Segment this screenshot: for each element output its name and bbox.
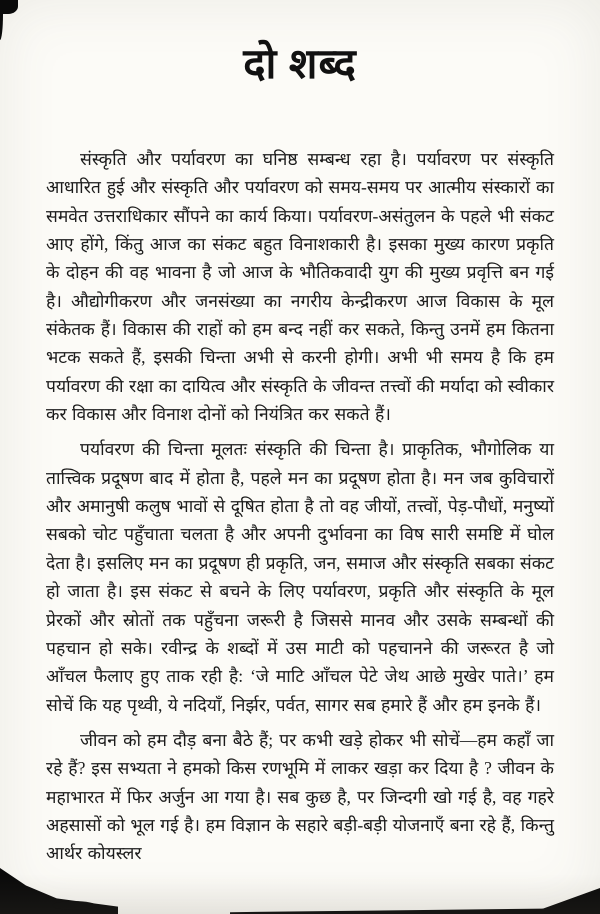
page-body bbox=[46, 145, 554, 868]
scan-artifact-bottom-smudge bbox=[52, 901, 96, 910]
scan-artifact-top-left bbox=[0, 0, 18, 14]
paragraph-1: संस्कृति और पर्यावरण का घनिष्ठ सम्बन्ध रहा है। पर्यावरण पर संस्कृति आधारित हुई और संस्कृति और पर्यावरण को समय-समय पर आत्मीय संस्कारों का समवेत उत्तराधिकार सौंपने का कार्य किया। पर्यावरण-असंतुलन के पहले भी संकट आए होंगे, किंतु आज का संकट बहुत विनाशकारी है। इसका मुख्य कारण प्रकृति के दोहन की वह भावना है जो आज के भौतिकवादी युग की मुख्य प्रवृत्ति बन गई है। औद्योगीकरण और जनसंख्या का नगरीय केन्द्रीकरण आज विकास के मूल संकेतक हैं। विकास की राहों को हम बन्द नहीं कर सकते, किन्तु उनमें हम कितना भटक सकते हैं, इसकी चिन्ता अभी से करनी होगी। अभी भी समय है कि हम पर्यावरण की रक्षा का दायित्व और संस्कृति के जीवन्त तत्त्वों की मर्यादा को स्वीकार कर विकास और विनाश दोनों को नियंत्रित कर सकते हैं। bbox=[46, 149, 554, 425]
scan-artifact-left-edge bbox=[0, 14, 3, 40]
page-title: दो शब्द bbox=[243, 42, 357, 88]
paragraph-3: जीवन को हम दौड़ बना बैठे हैं; पर कभी खड़े होकर भी सोचें—हम कहाँ जा रहे हैं? इस सभ्यता ने हमको किस रणभूमि में लाकर खड़ा कर दिया है ? जीवन के महाभारत में फिर अर्जुन आ गया है। सब कुछ है, पर जिन्दगी खो गई है, वह गहरे अहसासों को भूल गई है। हम विज्ञान के सहारे बड़ी-बड़ी योजनाएँ बना रहे हैं, किन्तु आर्थर कोयस्लर bbox=[46, 729, 554, 864]
paragraph-2: पर्यावरण की चिन्ता मूलतः संस्कृति की चिन्ता है। प्राकृतिक, भौगोलिक या तात्त्विक प्रदूषण बाद में होता है, पहले मन का प्रदूषण होता है। मन जब कुविचारों और अमानुषी कलुष भावों से दूषित होता है तो वह जीयों, तत्त्वों, पेड़-पौधों, मनुष्यों सबको चोट पहुँचाता चलता है और अपनी दुर्भावना का विष सारी समष्टि में घोल देता है। इसलिए मन का प्रदूषण ही प्रकृति, जन, समाज और संस्कृति सबका संकट हो जाता है। इस संकट से बचने के लिए पर्यावरण, प्रकृति और संस्कृति के मूल प्रेरकों और स्रोतों तक पहुँचना जरूरी है जिससे मानव और उसके सम्बन्धों की पहचान हो सके। रवीन्द्र के शब्दों में उस माटी को पहचानने की जरूरत है जो आँचल फैलाए हुए ताक रही है: ‘जे माटि आँचल पेटे जेथ आछे मुखेर पाते।’ हम सोचें कि यह पृथ्वी, ये नदियाँ, निर्झर, पर्वत, सागर सब हमारे हैं और हम इनके हैं। bbox=[46, 439, 554, 715]
